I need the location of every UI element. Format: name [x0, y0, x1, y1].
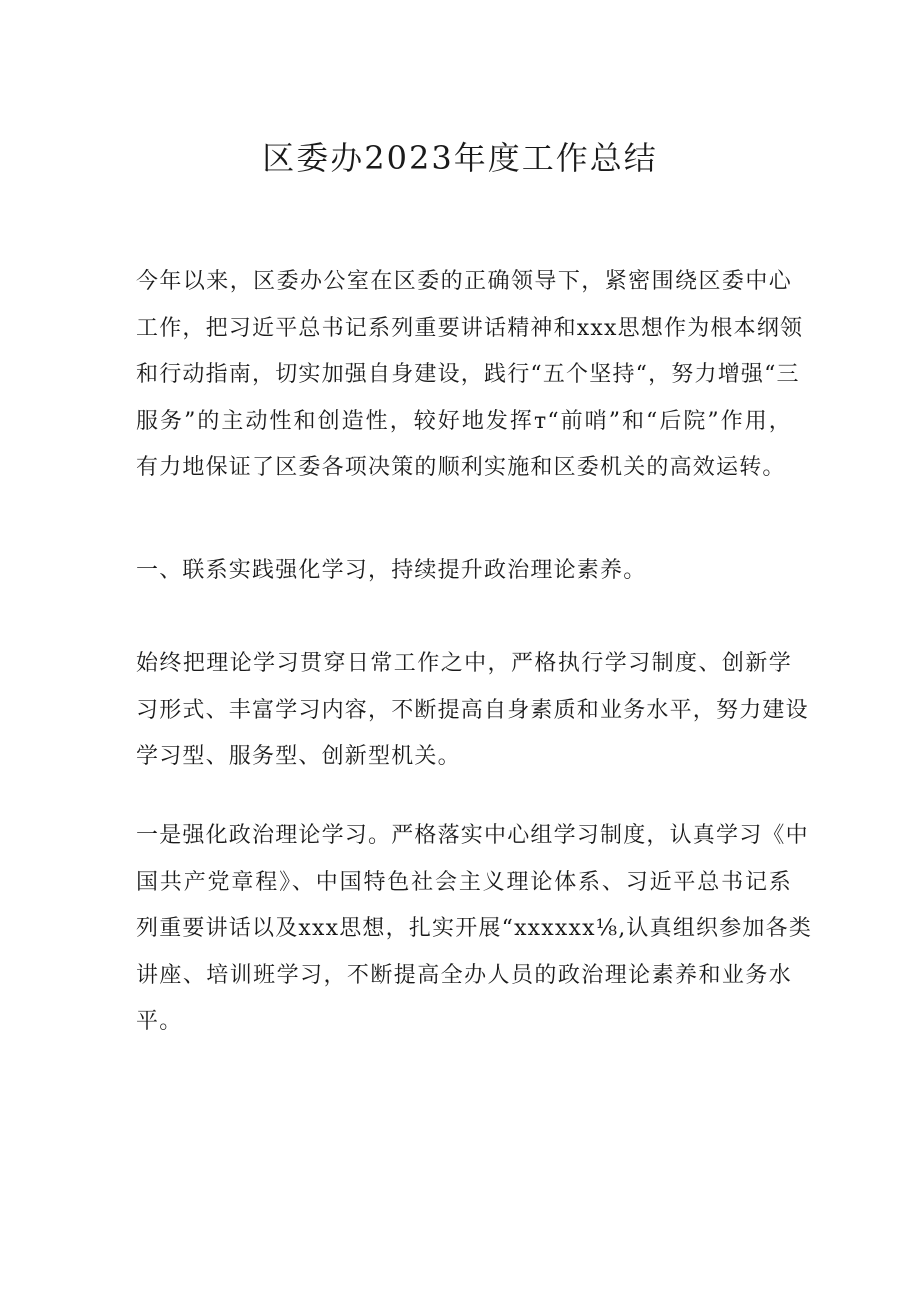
text-line: 学习型、服务型、创新型机关。	[136, 744, 461, 769]
section-heading-1	[136, 548, 792, 595]
text-line: 今年以来，区委办公室在区委的正确领导下，紧密围绕区委中心	[136, 269, 792, 294]
text-line: 列重要讲话以及xxx思想，扎实开展“xxxxxx⅛,认真组织参加各类	[136, 916, 813, 941]
text-line: 习形式、丰富学习内容，不断提高自身素质和业务水平，努力建设	[136, 697, 809, 723]
paragraph-intro	[136, 259, 804, 492]
text-line: 和行动指南，切实加强自身建设，践行“五个坚持“，努力增强“三	[136, 362, 800, 387]
text-line: 讲座、培训班学习，不断提高全办人员的政治理论素养和业务水	[136, 962, 792, 988]
page-title: 区委办2023年度工作总结	[262, 139, 658, 177]
paragraph-section-1-summary	[136, 641, 809, 781]
text-line: 服务”的主动性和创造性，较好地发挥т“前哨”和“后院”作用，	[136, 408, 792, 434]
paragraph-political-study	[136, 813, 813, 1046]
text-line: 工作，把习近平总书记系列重要讲话精神和xxx思想作为根本纲领	[136, 315, 804, 341]
text-line: 有力地保证了区委各项决策的顺利实施和区委机关的高效运转。	[136, 455, 786, 480]
text-line: 平。	[136, 1009, 183, 1034]
text-line: 始终把理论学习贯穿日常工作之中，严格执行学习制度、创新学	[136, 651, 792, 676]
text-line: 一是强化政治理论学习。严格落实中心组学习制度，认真学习《中	[136, 823, 809, 848]
text-line: 一、联系实践强化学习，持续提升政治理论素养。	[136, 558, 647, 583]
text-line: 国共产党章程》、中国特色社会主义理论体系、习近平总书记系	[136, 869, 792, 895]
